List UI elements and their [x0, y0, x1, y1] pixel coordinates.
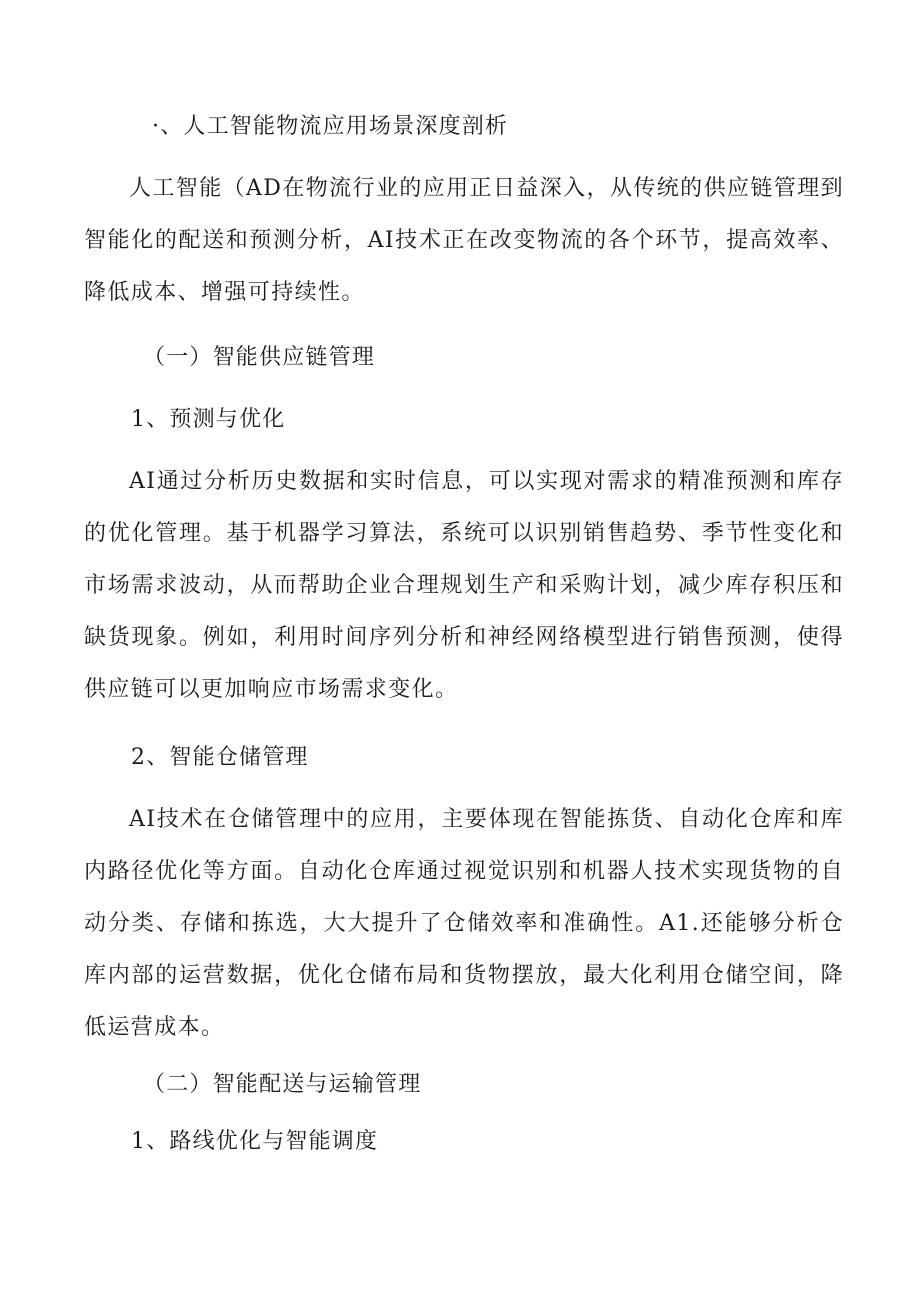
- subheading-route-optimization: 1、路线优化与智能调度: [131, 1129, 379, 1154]
- section-title: ·、人工智能物流应用场景深度剖析: [152, 114, 509, 139]
- paragraph-forecast-optimization: AI通过分析历史数据和实时信息，可以实现对需求的精准预测和库存的优化管理。基于机器学习算法，系统可以识别销售趋势、季节性变化和市场需求波动，从而帮助企业合理规划生产和采购计划，减少库存积压和缺货现象。例如，利用时间序列分析和神经网络模型进行销售预测，使得供应链可以更加响应市场需求变化。: [84, 469, 844, 702]
- heading-smart-delivery-transport: （二）智能配送与运输管理: [143, 1072, 422, 1097]
- subheading-smart-warehouse: 2、智能仓储管理: [131, 745, 309, 770]
- subheading-forecast-optimization: 1、预测与优化: [131, 407, 286, 432]
- paragraph-smart-warehouse: AI技术在仓储管理中的应用，主要体现在智能拣货、自动化仓库和库内路径优化等方面。自动化仓库通过视觉识别和机器人技术实现货物的自动分类、存储和拣选，大大提升了仓储效率和准确性。A1.还能够分析仓库内部的运营数据，优化仓储布局和货物摆放，最大化利用仓储空间，降低运营成本。: [84, 807, 844, 1040]
- heading-intelligent-supply-chain: （一）智能供应链管理: [143, 345, 376, 370]
- intro-paragraph: 人工智能（AD在物流行业的应用正日益深入，从传统的供应链管理到智能化的配送和预测分析，AI技术正在改变物流的各个环节，提高效率、降低成本、增强可持续性。: [84, 176, 844, 305]
